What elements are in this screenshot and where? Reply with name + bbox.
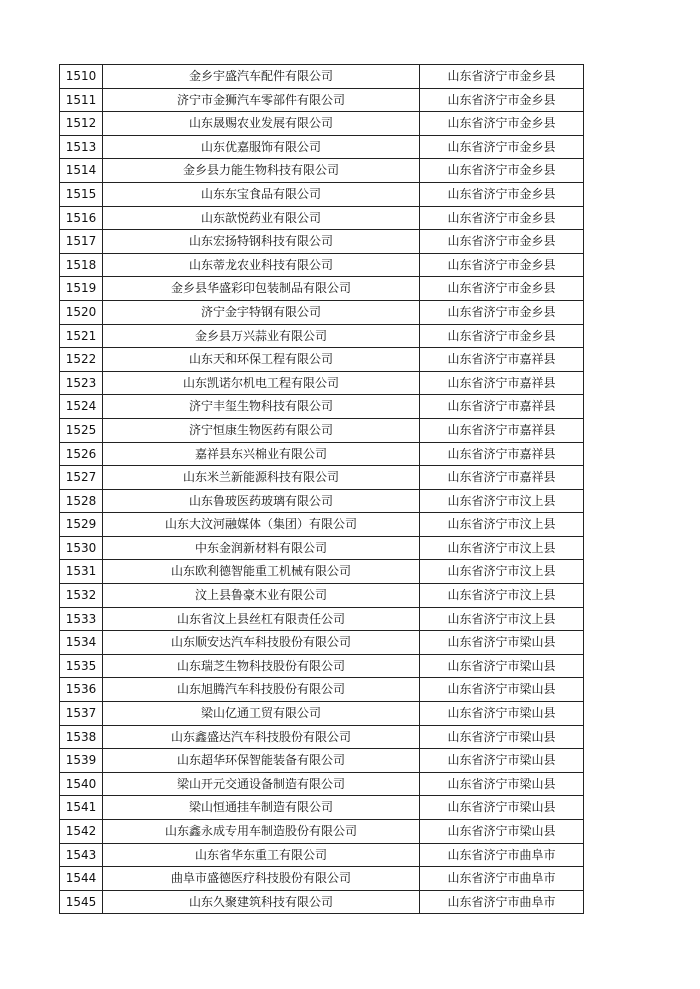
row-number: 1521 (60, 324, 103, 348)
row-number: 1531 (60, 560, 103, 584)
company-name: 山东省汶上县丝杠有限责任公司 (103, 607, 420, 631)
table-row (60, 820, 584, 844)
company-name: 山东旭腾汽车科技股份有限公司 (103, 678, 420, 702)
location: 山东省济宁市嘉祥县 (420, 442, 584, 466)
table-row (60, 159, 584, 183)
location: 山东省济宁市嘉祥县 (420, 466, 584, 490)
location: 山东省济宁市金乡县 (420, 112, 584, 136)
row-number: 1525 (60, 418, 103, 442)
company-name: 山东超华环保智能装备有限公司 (103, 749, 420, 773)
company-name: 山东蒂龙农业科技有限公司 (103, 253, 420, 277)
table-row (60, 607, 584, 631)
company-name: 山东欧利德智能重工机械有限公司 (103, 560, 420, 584)
company-name: 梁山亿通工贸有限公司 (103, 702, 420, 726)
location: 山东省济宁市梁山县 (420, 749, 584, 773)
table-row (60, 253, 584, 277)
table-row (60, 536, 584, 560)
row-number: 1522 (60, 348, 103, 372)
company-name: 山东天和环保工程有限公司 (103, 348, 420, 372)
table-row (60, 890, 584, 914)
table-row (60, 277, 584, 301)
location: 山东省济宁市金乡县 (420, 300, 584, 324)
table-row (60, 867, 584, 891)
company-name: 济宁市金狮汽车零部件有限公司 (103, 88, 420, 112)
row-number: 1523 (60, 371, 103, 395)
row-number: 1544 (60, 867, 103, 891)
location: 山东省济宁市嘉祥县 (420, 348, 584, 372)
table-row (60, 418, 584, 442)
company-name: 金乡宇盛汽车配件有限公司 (103, 65, 420, 89)
row-number: 1536 (60, 678, 103, 702)
table-row (60, 631, 584, 655)
location: 山东省济宁市梁山县 (420, 631, 584, 655)
company-name: 济宁恒康生物医药有限公司 (103, 418, 420, 442)
location: 山东省济宁市金乡县 (420, 135, 584, 159)
company-name: 山东鲁玻医药玻璃有限公司 (103, 489, 420, 513)
row-number: 1539 (60, 749, 103, 773)
table-row (60, 324, 584, 348)
table-row (60, 513, 584, 537)
table-row (60, 135, 584, 159)
location: 山东省济宁市金乡县 (420, 253, 584, 277)
row-number: 1513 (60, 135, 103, 159)
company-name: 山东宏扬特钢科技有限公司 (103, 230, 420, 254)
table-row (60, 442, 584, 466)
location: 山东省济宁市梁山县 (420, 654, 584, 678)
table-row (60, 182, 584, 206)
company-name: 山东大汶河融媒体（集团）有限公司 (103, 513, 420, 537)
location: 山东省济宁市金乡县 (420, 206, 584, 230)
table-row (60, 702, 584, 726)
location: 山东省济宁市汶上县 (420, 536, 584, 560)
table-row (60, 88, 584, 112)
table-row (60, 796, 584, 820)
company-name: 山东歆悦药业有限公司 (103, 206, 420, 230)
row-number: 1529 (60, 513, 103, 537)
table-row (60, 725, 584, 749)
company-name: 山东省华东重工有限公司 (103, 843, 420, 867)
row-number: 1537 (60, 702, 103, 726)
row-number: 1542 (60, 820, 103, 844)
table-row (60, 112, 584, 136)
table-row (60, 371, 584, 395)
row-number: 1526 (60, 442, 103, 466)
location: 山东省济宁市梁山县 (420, 772, 584, 796)
location: 山东省济宁市曲阜市 (420, 867, 584, 891)
row-number: 1512 (60, 112, 103, 136)
row-number: 1517 (60, 230, 103, 254)
location: 山东省济宁市梁山县 (420, 725, 584, 749)
row-number: 1538 (60, 725, 103, 749)
location: 山东省济宁市金乡县 (420, 65, 584, 89)
company-name: 山东久聚建筑科技有限公司 (103, 890, 420, 914)
table-row (60, 584, 584, 608)
table-row (60, 206, 584, 230)
company-name: 曲阜市盛德医疗科技股份有限公司 (103, 867, 420, 891)
location: 山东省济宁市嘉祥县 (420, 395, 584, 419)
company-name: 山东鑫永成专用车制造股份有限公司 (103, 820, 420, 844)
location: 山东省济宁市金乡县 (420, 88, 584, 112)
table-row (60, 300, 584, 324)
company-name: 梁山开元交通设备制造有限公司 (103, 772, 420, 796)
company-name: 梁山恒通挂车制造有限公司 (103, 796, 420, 820)
company-name: 山东优嘉服饰有限公司 (103, 135, 420, 159)
company-name: 汶上县鲁豪木业有限公司 (103, 584, 420, 608)
row-number: 1528 (60, 489, 103, 513)
table-row (60, 843, 584, 867)
row-number: 1535 (60, 654, 103, 678)
location: 山东省济宁市梁山县 (420, 678, 584, 702)
company-name: 山东瑞芝生物科技股份有限公司 (103, 654, 420, 678)
location: 山东省济宁市金乡县 (420, 277, 584, 301)
company-name: 嘉祥县东兴棉业有限公司 (103, 442, 420, 466)
location: 山东省济宁市汶上县 (420, 560, 584, 584)
table-row (60, 654, 584, 678)
table-body (60, 65, 584, 914)
company-name: 山东晟赐农业发展有限公司 (103, 112, 420, 136)
location: 山东省济宁市梁山县 (420, 702, 584, 726)
row-number: 1520 (60, 300, 103, 324)
company-list-table (59, 64, 584, 914)
row-number: 1518 (60, 253, 103, 277)
location: 山东省济宁市金乡县 (420, 324, 584, 348)
location: 山东省济宁市金乡县 (420, 159, 584, 183)
location: 山东省济宁市梁山县 (420, 820, 584, 844)
table-row (60, 65, 584, 89)
company-name: 山东东宝食品有限公司 (103, 182, 420, 206)
row-number: 1533 (60, 607, 103, 631)
table-row (60, 348, 584, 372)
row-number: 1519 (60, 277, 103, 301)
company-name: 济宁金宇特钢有限公司 (103, 300, 420, 324)
table-row (60, 466, 584, 490)
table-row (60, 230, 584, 254)
row-number: 1516 (60, 206, 103, 230)
row-number: 1541 (60, 796, 103, 820)
location: 山东省济宁市曲阜市 (420, 843, 584, 867)
table-row (60, 772, 584, 796)
row-number: 1510 (60, 65, 103, 89)
row-number: 1527 (60, 466, 103, 490)
row-number: 1543 (60, 843, 103, 867)
row-number: 1511 (60, 88, 103, 112)
location: 山东省济宁市嘉祥县 (420, 418, 584, 442)
location: 山东省济宁市金乡县 (420, 182, 584, 206)
table-row (60, 560, 584, 584)
row-number: 1514 (60, 159, 103, 183)
company-name: 山东顺安达汽车科技股份有限公司 (103, 631, 420, 655)
location: 山东省济宁市梁山县 (420, 796, 584, 820)
company-name: 山东鑫盛达汽车科技股份有限公司 (103, 725, 420, 749)
table-row (60, 489, 584, 513)
row-number: 1515 (60, 182, 103, 206)
location: 山东省济宁市嘉祥县 (420, 371, 584, 395)
company-name: 金乡县华盛彩印包装制品有限公司 (103, 277, 420, 301)
company-name: 金乡县力能生物科技有限公司 (103, 159, 420, 183)
location: 山东省济宁市汶上县 (420, 584, 584, 608)
location: 山东省济宁市曲阜市 (420, 890, 584, 914)
location: 山东省济宁市汶上县 (420, 489, 584, 513)
row-number: 1524 (60, 395, 103, 419)
location: 山东省济宁市汶上县 (420, 513, 584, 537)
row-number: 1532 (60, 584, 103, 608)
company-name: 山东米兰新能源科技有限公司 (103, 466, 420, 490)
company-name: 山东凯诺尔机电工程有限公司 (103, 371, 420, 395)
company-name: 金乡县万兴蒜业有限公司 (103, 324, 420, 348)
company-name: 济宁丰玺生物科技有限公司 (103, 395, 420, 419)
row-number: 1540 (60, 772, 103, 796)
row-number: 1534 (60, 631, 103, 655)
table-row (60, 749, 584, 773)
row-number: 1530 (60, 536, 103, 560)
table-row (60, 678, 584, 702)
location: 山东省济宁市汶上县 (420, 607, 584, 631)
row-number: 1545 (60, 890, 103, 914)
table-row (60, 395, 584, 419)
company-name: 中东金润新材料有限公司 (103, 536, 420, 560)
location: 山东省济宁市金乡县 (420, 230, 584, 254)
